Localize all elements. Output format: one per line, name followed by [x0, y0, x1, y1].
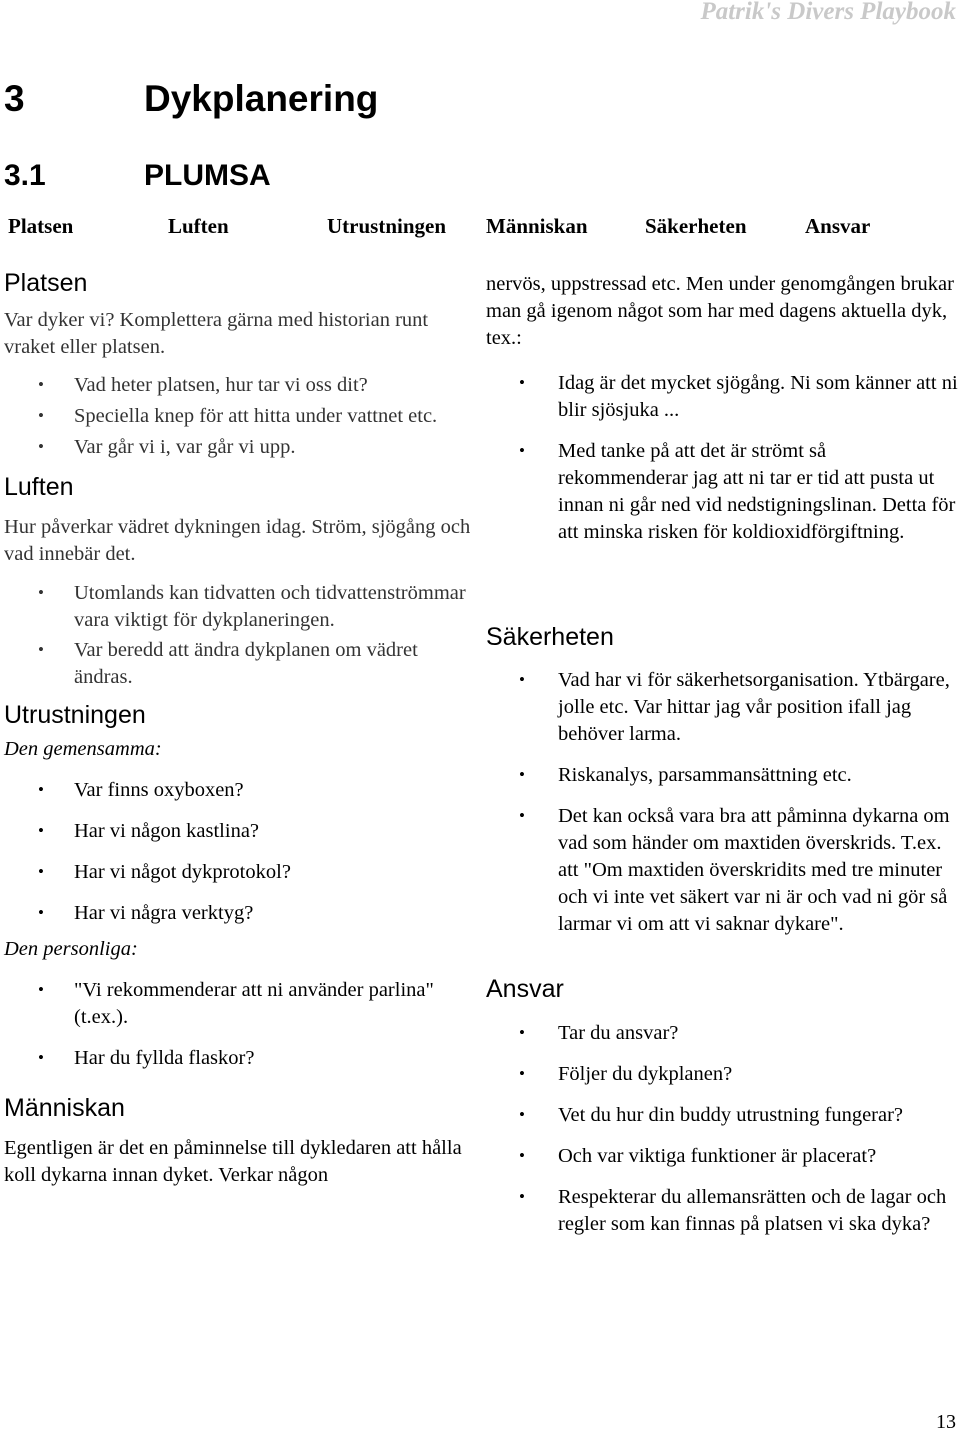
list-item: • Har vi några verktyg?: [4, 900, 474, 927]
overview-sakerheten: Säkerheten: [645, 214, 747, 238]
utrustningen-heading: Utrustningen: [4, 701, 146, 729]
platsen-intro: Var dyker vi? Komplettera gärna med historian runt vraket eller platsen.: [4, 309, 429, 358]
manniskan-list: [486, 370, 960, 546]
list-item: • Var går vi i, var går vi upp.: [4, 434, 474, 461]
list-item: • Följer du dykplanen?: [486, 1061, 960, 1088]
overview-ansvar: Ansvar: [805, 214, 871, 238]
list-item: • Har vi någon kastlina?: [4, 818, 474, 845]
list-item: • Har vi något dykprotokol?: [4, 859, 474, 886]
list-item: • Var finns oxyboxen?: [4, 777, 474, 804]
list-item: • Vad har vi för säkerhetsorganisation. Ytbärgare, jolle etc. Var hittar jag vår position ifall jag behöver larma.: [486, 667, 960, 748]
utrustningen-personal-label: Den personliga:: [4, 938, 138, 960]
chapter-heading: [4, 78, 378, 120]
utrustningen-personal-list: [4, 977, 474, 1072]
section-heading: [4, 159, 271, 193]
manniskan-continuation: nervös, uppstressad etc. Men under genomgången brukar man gå igenom något som har med dagens aktuella dyk, tex.:: [486, 273, 954, 349]
luften-intro: Hur påverkar vädret dykningen idag. Ström, sjögång och vad innebär det.: [4, 516, 471, 565]
overview-platsen: Platsen: [8, 214, 74, 238]
manniskan-intro: Egentligen är det en påminnelse till dykledaren att hålla koll dykarna innan dyket. Verkar någon: [4, 1137, 462, 1186]
platsen-list: [4, 372, 474, 461]
right-column: [486, 268, 960, 1238]
list-item: • Vad heter platsen, hur tar vi oss dit?: [4, 372, 474, 399]
list-item: • Idag är det mycket sjögång. Ni som känner att ni blir sjösjuka ...: [486, 370, 960, 424]
list-item: • Speciella knep för att hitta under vattnet etc.: [4, 403, 474, 430]
list-item: • Har du fyllda flaskor?: [4, 1045, 474, 1072]
list-item: • Riskanalys, parsammansättning etc.: [486, 762, 960, 789]
chapter-title: Dykplanering: [144, 78, 379, 119]
list-item: • Utomlands kan tidvatten och tidvattenströmmar vara viktigt för dykplaneringen.: [4, 580, 474, 634]
left-column: [4, 268, 474, 1189]
list-item: • Var beredd att ändra dykplanen om vädret ändras.: [4, 637, 474, 691]
list-item: • Och var viktiga funktioner är placerat?: [486, 1143, 960, 1170]
section-title: PLUMSA: [144, 159, 271, 192]
list-item: • Tar du ansvar?: [486, 1020, 960, 1047]
list-item: • Med tanke på att det är strömt så rekommenderar jag att ni tar er tid att pusta ut innan ni går ned vid nedstigningslinan. Detta för att minska risken för koldioxidförgiftning.: [486, 438, 960, 546]
luften-list: [4, 580, 474, 691]
manniskan-heading: Människan: [4, 1094, 125, 1122]
page-number: 13: [936, 1411, 956, 1433]
sakerheten-list: [486, 667, 960, 938]
sakerheten-heading: Säkerheten: [486, 623, 614, 651]
platsen-heading: Platsen: [4, 269, 88, 297]
list-item: • Respekterar du allemansrätten och de lagar och regler som kan finnas på platsen vi ska dyka?: [486, 1184, 960, 1238]
ansvar-list: [486, 1020, 960, 1238]
running-header: Patrik's Divers Playbook: [700, 0, 956, 25]
chapter-number: 3: [4, 78, 25, 119]
list-item: • Det kan också vara bra att påminna dykarna om vad som händer om maxtiden överskrids. T.ex. att "Om maxtiden överskridits med tre minuter och vi inte vet säkert var ni är och vad ni gör så larmar vi om att vi saknar dykare".: [486, 803, 960, 938]
section-number: 3.1: [4, 159, 46, 192]
luften-heading: Luften: [4, 473, 74, 501]
list-item: • Vet du hur din buddy utrustning fungerar?: [486, 1102, 960, 1129]
overview-manniskan: Människan: [486, 214, 588, 238]
utrustningen-shared-label: Den gemensamma:: [4, 738, 162, 760]
ansvar-heading: Ansvar: [486, 975, 564, 1003]
utrustningen-shared-list: [4, 777, 474, 927]
overview-luften: Luften: [168, 214, 229, 238]
list-item: • "Vi rekommenderar att ni använder parlina" (t.ex.).: [4, 977, 474, 1031]
overview-utrustningen: Utrustningen: [327, 214, 447, 238]
